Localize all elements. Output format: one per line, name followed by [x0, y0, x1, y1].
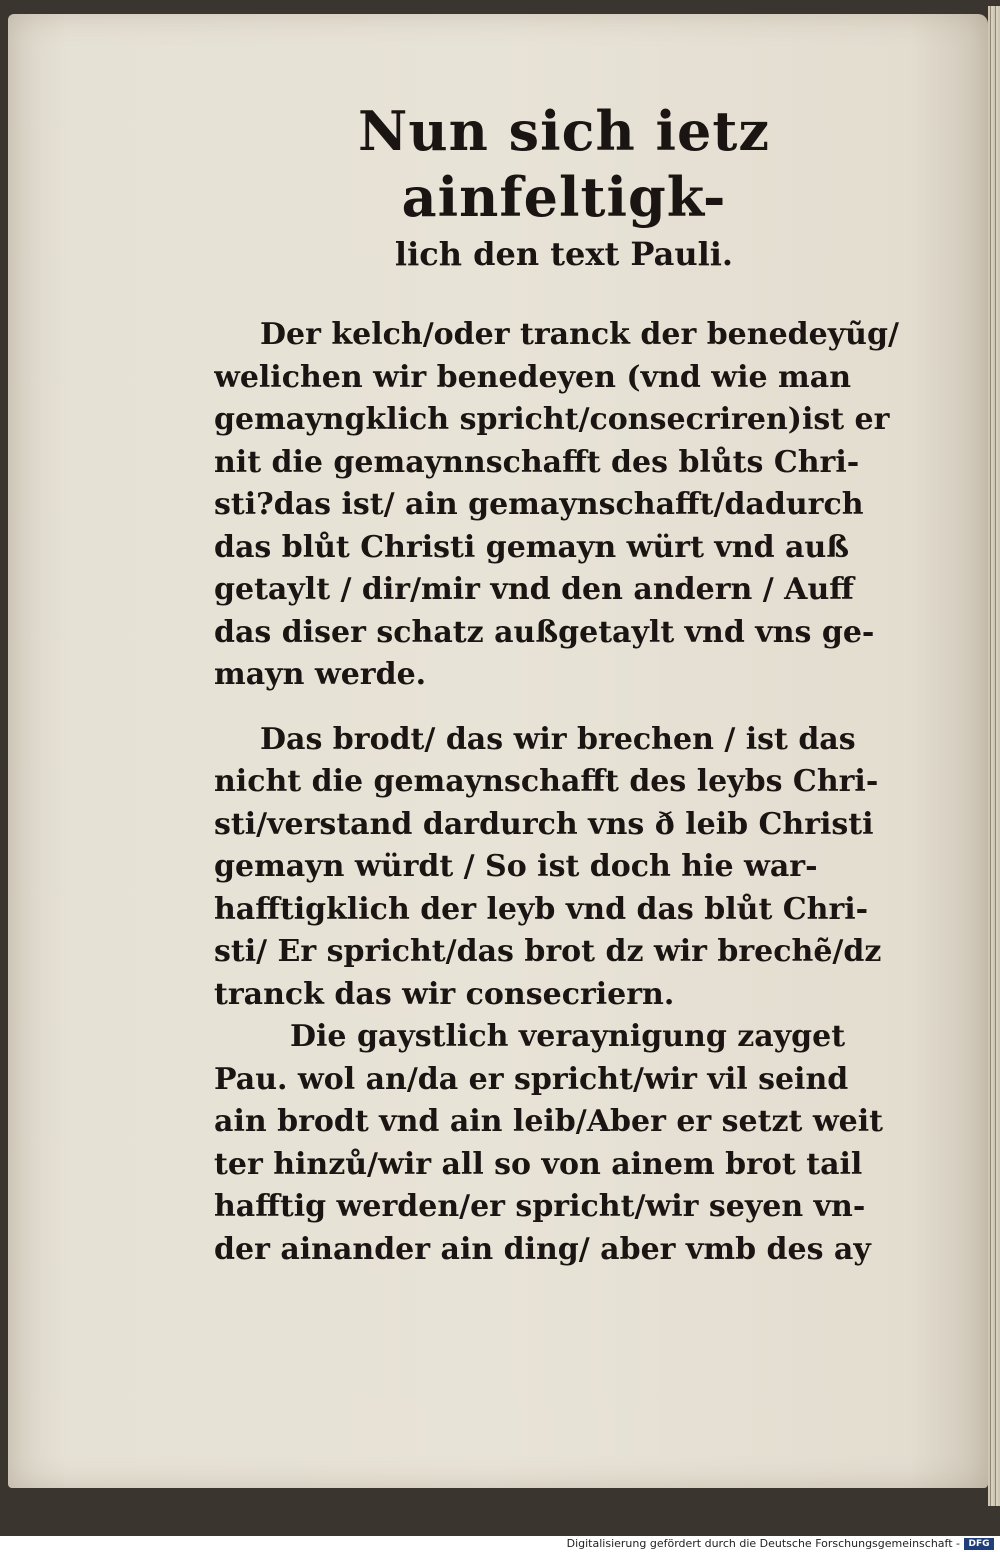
text-line: Die gaystlich veraynigung zayget — [290, 1019, 846, 1054]
text-line: der ainander ain ding/ aber vmb des ay — [214, 1231, 871, 1267]
text-line: welichen wir benedeyen (vnd wie man — [214, 359, 852, 395]
text-line: getaylt / dir/mir vnd den andern / Auff — [214, 572, 854, 607]
text-line: sti/verstand dardurch vns ð leib Christi — [214, 806, 874, 842]
text-line: Pau. wol an/da er spricht/wir vil seind — [214, 1061, 849, 1097]
text-line: Das brodt/ das wir brechen / ist das — [260, 721, 856, 757]
text-line: das diser schatz außgetaylt vnd vns ge- — [214, 614, 875, 650]
paragraph-1 — [214, 314, 914, 697]
text-line: hafftigklich der leyb vnd das blůt Chri- — [214, 891, 869, 927]
text-line: gemayn würdt / So ist doch hie war- — [214, 849, 818, 884]
text-line: hafftig werden/er spricht/wir seyen vn- — [214, 1189, 866, 1224]
heading-line-2: lich den text Pauli. — [394, 235, 734, 273]
text-line: ter hinzů/wir all so von ainem brot tail — [214, 1146, 863, 1182]
text-line: Der kelch/oder tranck der benedeyũg/ — [260, 317, 899, 352]
text-line: nicht die gemaynschafft des leybs Chri- — [214, 764, 879, 799]
dfg-logo-icon: DFG — [964, 1538, 994, 1550]
text-line: gemayngklich spricht/consecriren)ist er — [214, 402, 890, 437]
paragraph-3 — [214, 1016, 914, 1271]
page-heading — [214, 98, 914, 276]
text-line: mayn werde. — [214, 657, 427, 692]
page-edge — [988, 6, 1000, 1506]
page-text-block — [214, 98, 914, 1271]
paragraph-2 — [214, 719, 914, 1017]
text-line: sti?das ist/ ain gemaynschafft/dadurch — [214, 487, 864, 522]
text-line: ain brodt vnd ain leib/Aber er setzt weit — [214, 1104, 883, 1139]
funding-notice: Digitalisierung gefördert durch die Deutsche Forschungsgemeinschaft - — [566, 1537, 960, 1550]
text-line: nit die gemaynnschafft des blůts Chri- — [214, 444, 860, 480]
text-line: tranck das wir consecriern. — [214, 976, 675, 1012]
text-line: sti/ Er spricht/das brot dz wir brechẽ/dz — [214, 934, 882, 969]
heading-line-1: Nun sich ietz ainfeltigk- — [357, 99, 770, 229]
text-line: das blůt Christi gemayn würt vnd auß — [214, 529, 850, 565]
